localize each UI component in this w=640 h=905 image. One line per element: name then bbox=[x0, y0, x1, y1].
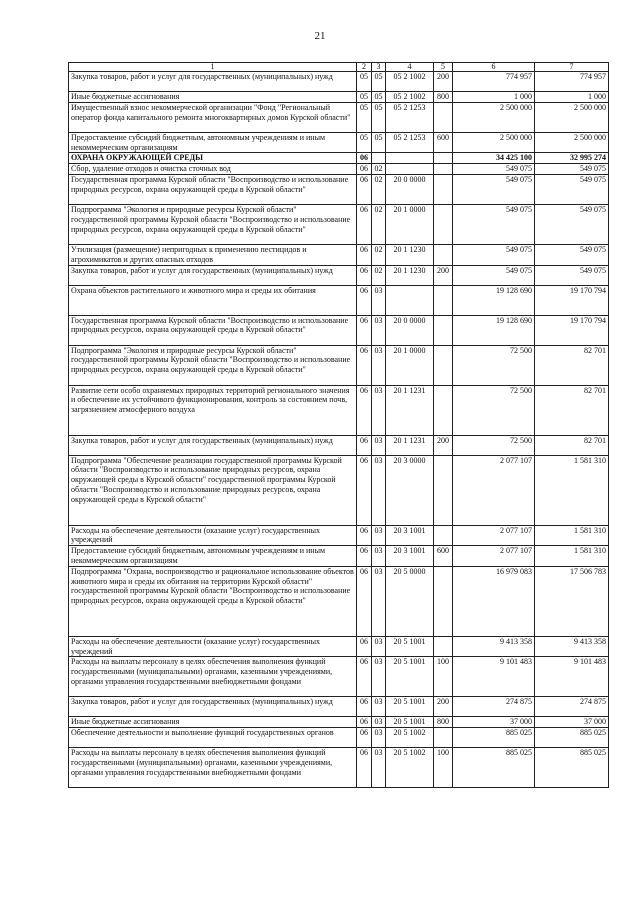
amount-year2-cell: 549 075 bbox=[535, 174, 609, 204]
subsection-code-cell: 05 bbox=[372, 132, 386, 153]
row-name-cell: Подпрограмма "Охрана, воспроизводство и рациональное использование объектов животного мира и среды их обитания на территории Курской области" государственной программы Курской области "Воспроизводство и использование природных ресурсов, охрана окружающей среды в Курской области" bbox=[69, 566, 357, 636]
expense-type-code-cell bbox=[434, 315, 453, 345]
target-item-code-cell: 05 2 1002 bbox=[386, 72, 434, 92]
target-item-code-cell bbox=[386, 153, 434, 164]
section-code-cell: 06 bbox=[357, 546, 372, 567]
section-code-cell: 06 bbox=[357, 174, 372, 204]
section-code-cell: 05 bbox=[357, 102, 372, 132]
expense-type-code-cell bbox=[434, 455, 453, 525]
amount-year1-cell: 274 875 bbox=[453, 697, 535, 717]
table-row bbox=[69, 132, 609, 153]
row-name-cell: Закупка товаров, работ и услуг для государственных (муниципальных) нужд bbox=[69, 265, 357, 285]
table-row bbox=[69, 102, 609, 132]
amount-year1-cell: 72 500 bbox=[453, 385, 535, 435]
subsection-code-cell: 03 bbox=[372, 717, 386, 728]
header-cell: 1 bbox=[69, 63, 357, 72]
amount-year1-cell: 885 025 bbox=[453, 748, 535, 788]
section-code-cell: 05 bbox=[357, 92, 372, 103]
amount-year2-cell: 19 170 794 bbox=[535, 315, 609, 345]
header-cell: 2 bbox=[357, 63, 372, 72]
amount-year1-cell: 549 075 bbox=[453, 164, 535, 175]
target-item-code-cell: 20 5 1001 bbox=[386, 697, 434, 717]
table-row bbox=[69, 435, 609, 455]
section-code-cell: 06 bbox=[357, 204, 372, 244]
amount-year1-cell: 34 425 100 bbox=[453, 153, 535, 164]
expense-type-code-cell: 100 bbox=[434, 657, 453, 697]
target-item-code-cell: 20 1 0000 bbox=[386, 345, 434, 385]
table-row bbox=[69, 728, 609, 748]
amount-year1-cell: 549 075 bbox=[453, 244, 535, 265]
row-name-cell: Подпрограмма "Экология и природные ресурсы Курской области" государственной программы Курской области "Воспроизводство и использование природных ресурсов, охрана окружающей среды в Курской области" bbox=[69, 204, 357, 244]
subsection-code-cell: 03 bbox=[372, 525, 386, 546]
subsection-code-cell: 05 bbox=[372, 102, 386, 132]
table-row bbox=[69, 717, 609, 728]
section-code-cell: 06 bbox=[357, 728, 372, 748]
target-item-code-cell: 20 1 1231 bbox=[386, 385, 434, 435]
target-item-code-cell: 20 0 0000 bbox=[386, 174, 434, 204]
table-row bbox=[69, 72, 609, 92]
expense-type-code-cell bbox=[434, 164, 453, 175]
subsection-code-cell: 05 bbox=[372, 72, 386, 92]
section-code-cell: 06 bbox=[357, 717, 372, 728]
target-item-code-cell: 20 3 1001 bbox=[386, 546, 434, 567]
table-row bbox=[69, 525, 609, 546]
table-row bbox=[69, 636, 609, 657]
section-code-cell: 06 bbox=[357, 265, 372, 285]
amount-year1-cell: 72 500 bbox=[453, 345, 535, 385]
section-code-cell: 06 bbox=[357, 657, 372, 697]
amount-year2-cell: 1 581 310 bbox=[535, 525, 609, 546]
amount-year1-cell: 19 128 690 bbox=[453, 285, 535, 315]
subsection-code-cell: 03 bbox=[372, 636, 386, 657]
target-item-code-cell: 05 2 1002 bbox=[386, 92, 434, 103]
section-code-cell: 05 bbox=[357, 72, 372, 92]
row-name-cell: Обеспечение деятельности и выполнение функций государственных органов bbox=[69, 728, 357, 748]
amount-year1-cell: 885 025 bbox=[453, 728, 535, 748]
amount-year1-cell: 2 077 107 bbox=[453, 455, 535, 525]
target-item-code-cell: 20 3 1001 bbox=[386, 525, 434, 546]
subsection-code-cell: 03 bbox=[372, 697, 386, 717]
expense-type-code-cell bbox=[434, 728, 453, 748]
expense-type-code-cell: 200 bbox=[434, 72, 453, 92]
amount-year2-cell: 1 581 310 bbox=[535, 546, 609, 567]
row-name-cell: Закупка товаров, работ и услуг для государственных (муниципальных) нужд bbox=[69, 697, 357, 717]
row-name-cell: Предоставление субсидий бюджетным, автономным учреждениям и иным некоммерческим организациям bbox=[69, 546, 357, 567]
table-row bbox=[69, 92, 609, 103]
amount-year1-cell: 549 075 bbox=[453, 174, 535, 204]
section-code-cell: 06 bbox=[357, 566, 372, 636]
amount-year2-cell: 549 075 bbox=[535, 204, 609, 244]
row-name-cell: Закупка товаров, работ и услуг для государственных (муниципальных) нужд bbox=[69, 72, 357, 92]
amount-year2-cell: 774 957 bbox=[535, 72, 609, 92]
row-name-cell: Утилизация (размещение) непригодных к применению пестицидов и агрохимикатов и других опасных отходов bbox=[69, 244, 357, 265]
row-name-cell: Подпрограмма "Экология и природные ресурсы Курской области" государственной программы Курской области "Воспроизводство и использование природных ресурсов, охрана окружающей среды в Курской области" bbox=[69, 345, 357, 385]
expense-type-code-cell: 100 bbox=[434, 748, 453, 788]
target-item-code-cell: 05 2 1253 bbox=[386, 132, 434, 153]
subsection-code-cell: 03 bbox=[372, 657, 386, 697]
expense-type-code-cell bbox=[434, 525, 453, 546]
expense-type-code-cell bbox=[434, 102, 453, 132]
expense-type-code-cell bbox=[434, 566, 453, 636]
section-code-cell: 06 bbox=[357, 697, 372, 717]
row-name-cell: Охрана объектов растительного и животного мира и среды их обитания bbox=[69, 285, 357, 315]
row-name-cell: Расходы на выплаты персоналу в целях обеспечения выполнения функций государственными (муниципальными) органами, казенными учреждениями, органами управления государственными внебюджетными фондами bbox=[69, 657, 357, 697]
expense-type-code-cell bbox=[434, 285, 453, 315]
amount-year1-cell: 9 101 483 bbox=[453, 657, 535, 697]
amount-year2-cell: 32 995 274 bbox=[535, 153, 609, 164]
table-row bbox=[69, 566, 609, 636]
amount-year2-cell: 9 413 358 bbox=[535, 636, 609, 657]
subsection-code-cell: 03 bbox=[372, 385, 386, 435]
target-item-code-cell: 20 5 0000 bbox=[386, 566, 434, 636]
section-code-cell: 06 bbox=[357, 455, 372, 525]
table-row bbox=[69, 657, 609, 697]
expense-type-code-cell bbox=[434, 153, 453, 164]
expense-type-code-cell bbox=[434, 244, 453, 265]
amount-year1-cell: 37 000 bbox=[453, 717, 535, 728]
target-item-code-cell: 20 1 1230 bbox=[386, 244, 434, 265]
header-cell: 6 bbox=[453, 63, 535, 72]
table-row bbox=[69, 285, 609, 315]
table-row bbox=[69, 546, 609, 567]
amount-year2-cell: 82 701 bbox=[535, 385, 609, 435]
amount-year1-cell: 774 957 bbox=[453, 72, 535, 92]
subsection-code-cell: 03 bbox=[372, 748, 386, 788]
section-code-cell: 05 bbox=[357, 132, 372, 153]
target-item-code-cell: 20 5 1002 bbox=[386, 728, 434, 748]
table-body bbox=[69, 72, 609, 788]
expense-type-code-cell bbox=[434, 174, 453, 204]
subsection-code-cell: 03 bbox=[372, 285, 386, 315]
target-item-code-cell: 20 1 1230 bbox=[386, 265, 434, 285]
row-name-cell: Сбор, удаление отходов и очистка сточных вод bbox=[69, 164, 357, 175]
section-code-cell: 06 bbox=[357, 345, 372, 385]
expense-type-code-cell bbox=[434, 204, 453, 244]
table-row bbox=[69, 315, 609, 345]
amount-year2-cell: 9 101 483 bbox=[535, 657, 609, 697]
amount-year2-cell: 885 025 bbox=[535, 728, 609, 748]
table-row bbox=[69, 345, 609, 385]
table-header-row bbox=[69, 63, 609, 72]
section-code-cell: 06 bbox=[357, 285, 372, 315]
table-row bbox=[69, 265, 609, 285]
amount-year2-cell: 885 025 bbox=[535, 748, 609, 788]
expense-type-code-cell bbox=[434, 345, 453, 385]
table-row bbox=[69, 748, 609, 788]
amount-year2-cell: 17 506 783 bbox=[535, 566, 609, 636]
table-row bbox=[69, 153, 609, 164]
amount-year2-cell: 2 500 000 bbox=[535, 102, 609, 132]
amount-year1-cell: 72 500 bbox=[453, 435, 535, 455]
budget-table bbox=[68, 62, 609, 788]
table-row bbox=[69, 244, 609, 265]
row-name-cell: Иные бюджетные ассигнования bbox=[69, 92, 357, 103]
amount-year1-cell: 2 077 107 bbox=[453, 525, 535, 546]
subsection-code-cell bbox=[372, 153, 386, 164]
expense-type-code-cell: 200 bbox=[434, 265, 453, 285]
amount-year2-cell: 1 581 310 bbox=[535, 455, 609, 525]
target-item-code-cell bbox=[386, 164, 434, 175]
target-item-code-cell: 20 5 1001 bbox=[386, 657, 434, 697]
subsection-code-cell: 03 bbox=[372, 546, 386, 567]
amount-year1-cell: 2 500 000 bbox=[453, 132, 535, 153]
row-name-cell: Расходы на выплаты персоналу в целях обеспечения выполнения функций государственными (муниципальными) органами, казенными учреждениями, органами управления государственными внебюджетными фондами bbox=[69, 748, 357, 788]
section-code-cell: 06 bbox=[357, 525, 372, 546]
header-cell: 3 bbox=[372, 63, 386, 72]
section-code-cell: 06 bbox=[357, 315, 372, 345]
row-name-cell: Закупка товаров, работ и услуг для государственных (муниципальных) нужд bbox=[69, 435, 357, 455]
section-code-cell: 06 bbox=[357, 385, 372, 435]
table-row bbox=[69, 455, 609, 525]
expense-type-code-cell: 800 bbox=[434, 92, 453, 103]
subsection-code-cell: 03 bbox=[372, 728, 386, 748]
amount-year2-cell: 82 701 bbox=[535, 435, 609, 455]
amount-year2-cell: 19 170 794 bbox=[535, 285, 609, 315]
target-item-code-cell: 20 1 1231 bbox=[386, 435, 434, 455]
subsection-code-cell: 02 bbox=[372, 204, 386, 244]
row-name-cell: Развитие сети особо охраняемых природных территорий регионального значения и обеспечение их устойчивого функционирования, контроль за состоянием почв, загрязнением атмосферного воздуха bbox=[69, 385, 357, 435]
expense-type-code-cell bbox=[434, 385, 453, 435]
target-item-code-cell: 05 2 1253 bbox=[386, 102, 434, 132]
target-item-code-cell: 20 0 0000 bbox=[386, 315, 434, 345]
expense-type-code-cell bbox=[434, 636, 453, 657]
row-name-cell: Расходы на обеспечение деятельности (оказание услуг) государственных учреждений bbox=[69, 525, 357, 546]
section-code-cell: 06 bbox=[357, 435, 372, 455]
row-name-cell: Предоставление субсидий бюджетным, автономным учреждениям и иным некоммерческим организациям bbox=[69, 132, 357, 153]
amount-year1-cell: 16 979 083 bbox=[453, 566, 535, 636]
target-item-code-cell bbox=[386, 285, 434, 315]
subsection-code-cell: 03 bbox=[372, 435, 386, 455]
target-item-code-cell: 20 5 1001 bbox=[386, 717, 434, 728]
subsection-code-cell: 05 bbox=[372, 92, 386, 103]
header-cell: 5 bbox=[434, 63, 453, 72]
row-name-cell: ОХРАНА ОКРУЖАЮЩЕЙ СРЕДЫ bbox=[69, 153, 357, 164]
amount-year1-cell: 2 077 107 bbox=[453, 546, 535, 567]
expense-type-code-cell: 600 bbox=[434, 132, 453, 153]
amount-year2-cell: 274 875 bbox=[535, 697, 609, 717]
section-code-cell: 06 bbox=[357, 748, 372, 788]
row-name-cell: Имущественный взнос некоммерческой организации "Фонд "Региональный оператор фонда капитального ремонта многоквартирных домов Курской области" bbox=[69, 102, 357, 132]
table-row bbox=[69, 174, 609, 204]
header-cell: 4 bbox=[386, 63, 434, 72]
table-row bbox=[69, 385, 609, 435]
section-code-cell: 06 bbox=[357, 244, 372, 265]
subsection-code-cell: 03 bbox=[372, 315, 386, 345]
amount-year2-cell: 1 000 bbox=[535, 92, 609, 103]
target-item-code-cell: 20 5 1002 bbox=[386, 748, 434, 788]
row-name-cell: Иные бюджетные ассигнования bbox=[69, 717, 357, 728]
row-name-cell: Расходы на обеспечение деятельности (оказание услуг) государственных учреждений bbox=[69, 636, 357, 657]
expense-type-code-cell: 600 bbox=[434, 546, 453, 567]
section-code-cell: 06 bbox=[357, 636, 372, 657]
amount-year2-cell: 549 075 bbox=[535, 164, 609, 175]
table-row bbox=[69, 697, 609, 717]
amount-year1-cell: 19 128 690 bbox=[453, 315, 535, 345]
expense-type-code-cell: 800 bbox=[434, 717, 453, 728]
amount-year2-cell: 549 075 bbox=[535, 244, 609, 265]
row-name-cell: Государственная программа Курской области "Воспроизводство и использование природных ресурсов, охрана окружающей среды в Курской области" bbox=[69, 174, 357, 204]
amount-year2-cell: 82 701 bbox=[535, 345, 609, 385]
amount-year1-cell: 9 413 358 bbox=[453, 636, 535, 657]
subsection-code-cell: 02 bbox=[372, 174, 386, 204]
target-item-code-cell: 20 5 1001 bbox=[386, 636, 434, 657]
target-item-code-cell: 20 3 0000 bbox=[386, 455, 434, 525]
amount-year2-cell: 2 500 000 bbox=[535, 132, 609, 153]
amount-year1-cell: 2 500 000 bbox=[453, 102, 535, 132]
section-code-cell: 06 bbox=[357, 164, 372, 175]
subsection-code-cell: 02 bbox=[372, 265, 386, 285]
expense-type-code-cell: 200 bbox=[434, 697, 453, 717]
header-cell: 7 bbox=[535, 63, 609, 72]
subsection-code-cell: 03 bbox=[372, 455, 386, 525]
amount-year2-cell: 549 075 bbox=[535, 265, 609, 285]
subsection-code-cell: 03 bbox=[372, 345, 386, 385]
subsection-code-cell: 02 bbox=[372, 244, 386, 265]
subsection-code-cell: 03 bbox=[372, 566, 386, 636]
table-row bbox=[69, 204, 609, 244]
amount-year1-cell: 549 075 bbox=[453, 265, 535, 285]
target-item-code-cell: 20 1 0000 bbox=[386, 204, 434, 244]
row-name-cell: Государственная программа Курской области "Воспроизводство и использование природных ресурсов, охрана окружающей среды в Курской области" bbox=[69, 315, 357, 345]
page-number: 21 bbox=[314, 30, 326, 42]
amount-year1-cell: 1 000 bbox=[453, 92, 535, 103]
table-row bbox=[69, 164, 609, 175]
amount-year1-cell: 549 075 bbox=[453, 204, 535, 244]
amount-year2-cell: 37 000 bbox=[535, 717, 609, 728]
row-name-cell: Подпрограмма "Обеспечение реализации государственной программы Курской области "Воспроизводство и использование природных ресурсов, охрана окружающей среды в Курской области" государственной программы Курской области "Воспроизводство и использование природных ресурсов, охрана окружающей среды в Курской области" bbox=[69, 455, 357, 525]
subsection-code-cell: 02 bbox=[372, 164, 386, 175]
expense-type-code-cell: 200 bbox=[434, 435, 453, 455]
section-code-cell: 06 bbox=[357, 153, 372, 164]
